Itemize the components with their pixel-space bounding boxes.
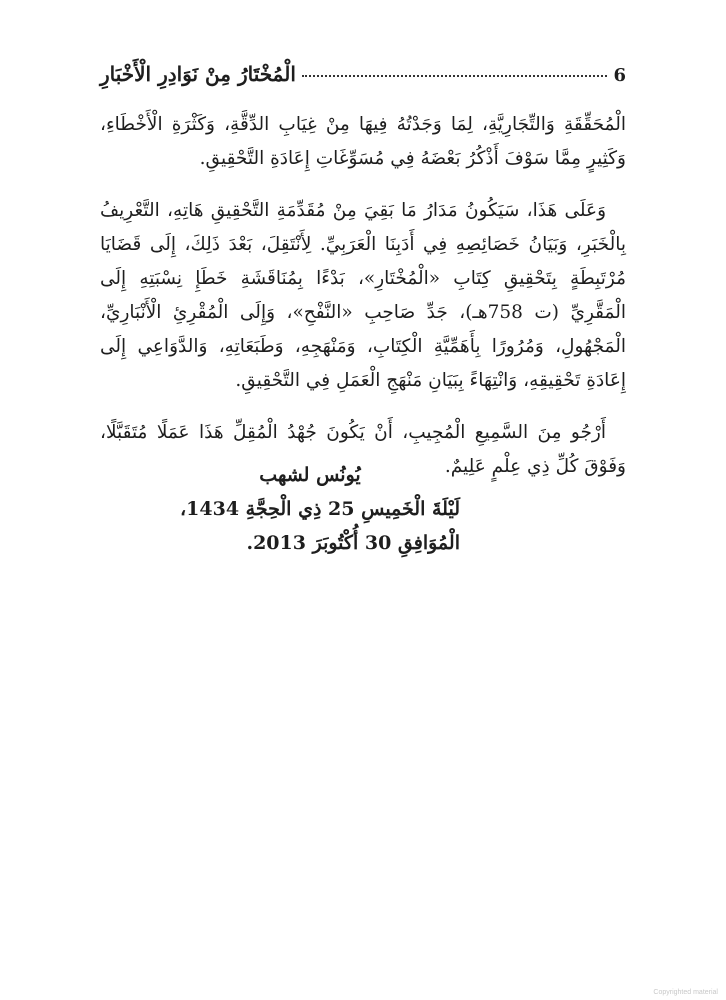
date-hijri: لَيْلَةَ الْخَمِيسِ 25 ذِي الْحِجَّةِ 1434، (180, 498, 460, 520)
author-name: يُونُس لشهب (259, 464, 361, 486)
paragraph: الْمُحَقِّقَةِ وَالتِّجَارِيَّةِ، لِمَا وَجَدْتُهُ فِيهَا مِنْ غِيَابِ الدِّقَّةِ، وَكَثْرَةِ الْأَخْطَاءِ، وَكَثِيرٍ مِمَّا سَوْفَ أَذْكُرُ بَعْضَهُ فِي مُسَوِّغَاتِ إِعَادَةِ التَّحْقِيقِ. (100, 114, 626, 169)
date-gregorian: الْمُوَافِقِ 30 أُكْتُوبَرَ 2013. (246, 532, 460, 554)
copyright-watermark: Copyrighted material (653, 989, 718, 996)
header-dot-leader (302, 74, 608, 77)
paragraph: وَعَلَى هَذَا، سَيَكُونُ مَدَارُ مَا بَقِيَ مِنْ مُقَدِّمَةِ التَّحْقِيقِ هَاتِهِ، التَّعْرِيفُ بِالْخَبَرِ، وَبَيَانُ خَصَائِصِهِ فِي أَدَبِنَا الْعَرَبِيِّ. لِأَنْتَقِلَ، بَعْدَ ذَلِكَ، إِلَى قَضَايَا مُرْتَبِطَةٍ بِتَحْقِيقِ كِتَابِ «الْمُخْتَارِ»، بَدْءًا بِمُنَاقَشَةِ خَطَإِ نِسْبَتِهِ إِلَى الْمَقَّرِيِّ (ت 758هـ)، جَدِّ صَاحِبِ «النَّفْحِ»، وَإِلَى الْمُقْرِئِ الْأَنْبَارِيِّ، الْمَجْهُولِ، وَمُرُورًا بِأَهَمِّيَّةِ الْكِتَابِ، وَمَنْهَجِهِ، وَطَبَعَاتِهِ، وَالدَّوَاعِي إِلَى إِعَادَةِ تَحْقِيقِهِ، وَانْتِهَاءً بِبَيَانِ مَنْهَجِ الْعَمَلِ فِي التَّحْقِيقِ. (100, 200, 626, 391)
signature-block (160, 458, 460, 560)
page-number: 6 (613, 65, 626, 86)
running-title: الْمُخْتَارُ مِنْ نَوَادِرِ الْأَخْبَارِ (100, 62, 296, 86)
body-text (100, 108, 626, 502)
running-header (100, 62, 626, 92)
paragraph: أَرْجُو مِنَ السَّمِيعِ الْمُجِيبِ، أَنْ يَكُونَ جُهْدُ الْمُقِلِّ هَذَا عَمَلًا مُتَقَبَّلًا، وَفَوْقَ كُلِّ ذِي عِلْمٍ عَلِيمٌ. (100, 422, 626, 477)
